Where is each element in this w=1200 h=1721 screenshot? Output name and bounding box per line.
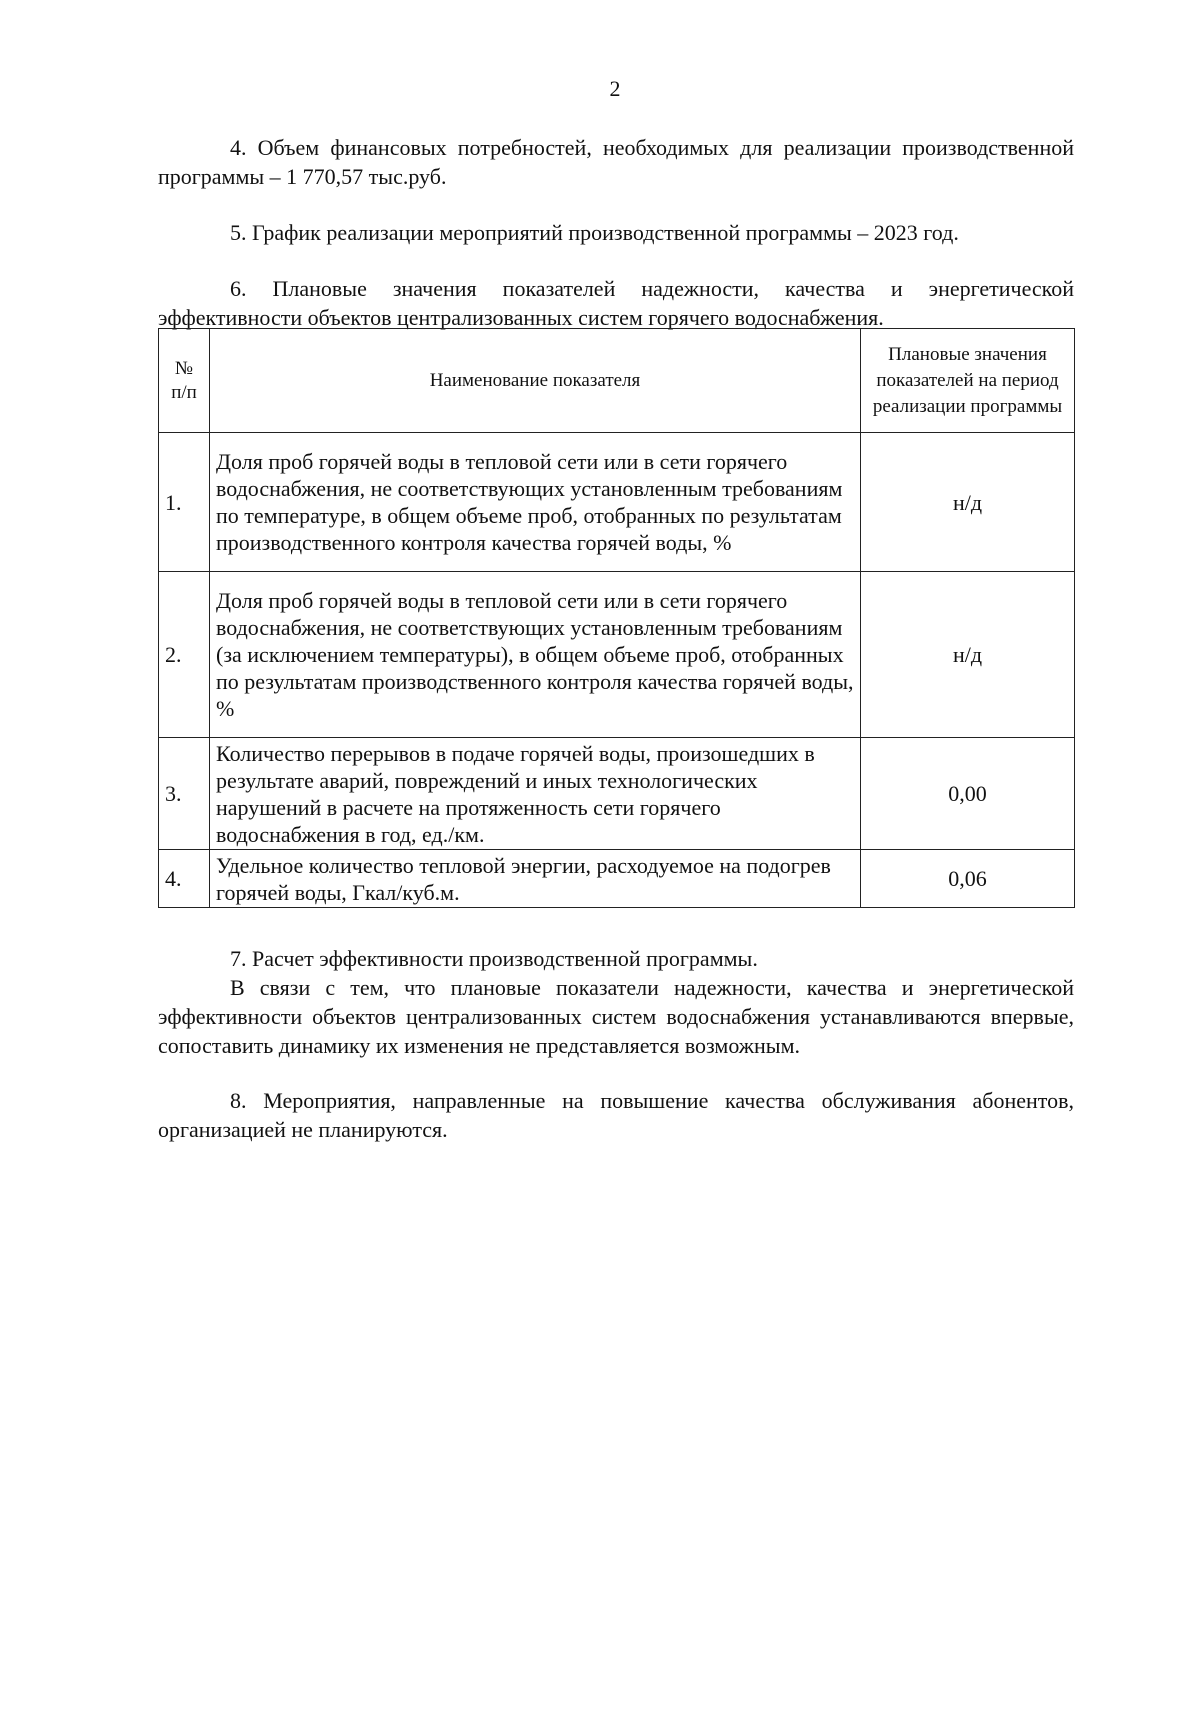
page-number: 2 bbox=[609, 76, 621, 101]
table-row bbox=[159, 433, 1075, 572]
row-number: 3. bbox=[159, 738, 210, 850]
row-indicator-name: Количество перерывов в подаче горячей воды, произошедших в результате аварий, повреждений и иных технологических нарушений в расчете на протяженность сети горячего водоснабжения в год, ед./км. bbox=[210, 738, 861, 850]
row-indicator-name: Доля проб горячей воды в тепловой сети или в сети горячего водоснабжения, не соответствующих установленным требованиям по температуре, в общем объеме проб, отобранных по результатам производственного контроля качества горячей воды, % bbox=[210, 433, 861, 572]
row-planned-value: 0,06 bbox=[861, 850, 1075, 908]
paragraph-planned-values-text: 6. Плановые значения показателей надежности, качества и энергетической эффективности объектов централизованных систем горячего водоснабжения. bbox=[158, 276, 1074, 330]
row-number: 1. bbox=[159, 433, 210, 572]
paragraph-efficiency-text: В связи с тем, что плановые показатели надежности, качества и энергетической эффективности объектов централизованных систем водоснабжения устанавливаются впервые, сопоставить динамику их изменения не представляется возможным. bbox=[158, 975, 1074, 1058]
row-planned-value: н/д bbox=[861, 572, 1075, 738]
paragraph-financial-needs-text: 4. Объем финансовых потребностей, необходимых для реализации производственной программы – 1 770,57 тыс.руб. bbox=[158, 135, 1074, 189]
paragraph-planned-values bbox=[158, 274, 1074, 332]
paragraph-efficiency bbox=[158, 944, 1074, 1060]
header-number: № п/п bbox=[159, 329, 210, 433]
row-indicator-name: Доля проб горячей воды в тепловой сети или в сети горячего водоснабжения, не соответствующих установленным требованиям (за исключением температуры), в общем объеме проб, отобранных по результатам производственного контроля качества горячей воды, % bbox=[210, 572, 861, 738]
table-row bbox=[159, 850, 1075, 908]
indicators-table bbox=[158, 328, 1075, 908]
row-number: 2. bbox=[159, 572, 210, 738]
header-indicator-name: Наименование показателя bbox=[210, 329, 861, 433]
table-row bbox=[159, 738, 1075, 850]
row-planned-value: 0,00 bbox=[861, 738, 1075, 850]
paragraph-service-measures-text: 8. Мероприятия, направленные на повышение качества обслуживания абонентов, организацией не планируются. bbox=[158, 1088, 1074, 1142]
paragraph-service-measures bbox=[158, 1086, 1074, 1144]
table-row bbox=[159, 572, 1075, 738]
paragraph-schedule bbox=[158, 218, 1074, 247]
table-header-row bbox=[159, 329, 1075, 433]
paragraph-financial-needs bbox=[158, 133, 1074, 191]
paragraph-schedule-text: 5. График реализации мероприятий производственной программы – 2023 год. bbox=[230, 220, 959, 245]
row-planned-value: н/д bbox=[861, 433, 1075, 572]
row-indicator-name: Удельное количество тепловой энергии, расходуемое на подогрев горячей воды, Гкал/куб.м. bbox=[210, 850, 861, 908]
row-number: 4. bbox=[159, 850, 210, 908]
header-planned-value: Плановые значения показателей на период реализации программы bbox=[861, 329, 1075, 433]
paragraph-efficiency-heading: 7. Расчет эффективности производственной программы. bbox=[230, 946, 758, 971]
